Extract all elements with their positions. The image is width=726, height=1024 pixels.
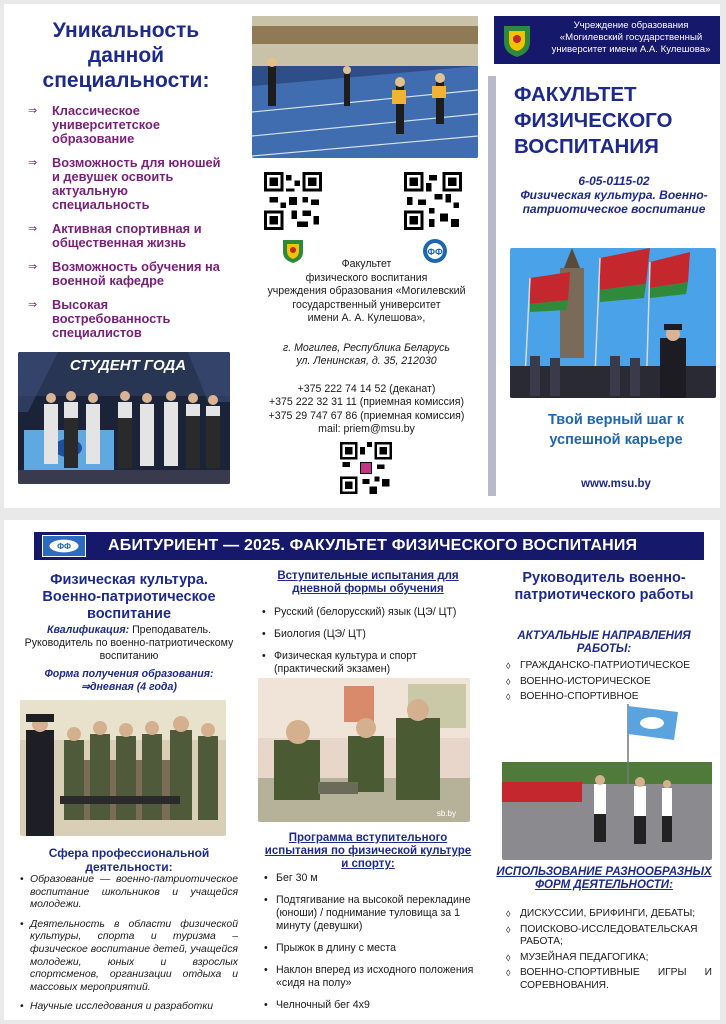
parade-photo <box>502 704 712 860</box>
institution-bar <box>494 16 720 64</box>
email-link[interactable]: mail: priem@msu.by <box>318 423 415 435</box>
professional-sphere-list <box>20 874 238 1021</box>
exam-item: • Биология (ЦЭ/ ЦТ) <box>262 628 474 641</box>
uniqueness-title: Уникальность данной специальности: <box>42 19 210 92</box>
form-item: ◊ МУЗЕЙНАЯ ПЕДАГОГИКА; <box>506 952 712 965</box>
military-training-photo <box>20 700 226 836</box>
direction-item: ◊ ГРАЖДАНСКО-ПАТРИОТИЧЕСКОЕ <box>506 660 712 673</box>
program-item: • Прыжок в длину с места <box>264 942 476 955</box>
qualification-value: Преподаватель. <box>129 624 212 636</box>
activity-forms-title: ИСПОЛЬЗОВАНИЕ РАЗНООБРАЗНЫХ ФОРМ ДЕЯТЕЛЬНОСТИ: <box>496 866 712 891</box>
entrance-exams-title: Вступительные испытания для дневной формы обучения <box>277 570 459 595</box>
phone-dean[interactable]: +375 222 74 14 52 (деканат) <box>297 382 436 395</box>
arrow-icon: ⇒ <box>28 105 38 117</box>
qr-code-icon[interactable] <box>264 172 322 230</box>
sphere-item: • Деятельность в области физической культуры, спорта и туризма – физическое воспитание детей, учащейся молодежи, юных и взрослых спортсменов, организации отдыха и массовых мероприятий. <box>20 919 238 995</box>
direction-item: ◊ ВОЕННО-ИСТОРИЧЕСКОЕ <box>506 676 712 689</box>
sphere-item: • Научные исследования и разработки <box>20 1001 238 1014</box>
student-of-year-photo <box>18 352 230 484</box>
career-title: Руководитель военно-патриотического работы <box>514 570 694 603</box>
exam-item: • Русский (белорусский) язык (ЦЭ/ ЦТ) <box>262 606 474 619</box>
form-item: ◊ ДИСКУССИИ, БРИФИНГИ, ДЕБАТЫ; <box>506 908 712 921</box>
advantages-list <box>28 104 228 350</box>
form-item: ◊ ВОЕННО-СПОРТИВНЫЕ ИГРЫ И СОРЕВНОВАНИЯ. <box>506 967 712 992</box>
program-item: • Наклон вперед из исходного положения «сидя на полу» <box>264 964 476 990</box>
brochure-front <box>4 4 720 508</box>
contacts-block <box>254 258 479 437</box>
exam-item: • Физическая культура и спорт (практический экзамен) <box>262 650 474 676</box>
address-city: г. Могилев, Республика Беларусь <box>282 341 451 354</box>
arrow-icon: ⇒ <box>28 157 38 169</box>
sphere-item: • Образование — военно-патриотическое воспитание школьников и учащейся молодежи. <box>20 874 238 912</box>
qr-code-icon[interactable] <box>340 442 392 494</box>
contacts-org: государственный университет <box>292 298 441 311</box>
qualification-extra: Руководитель по военно-патриотическому воспитанию <box>24 637 234 662</box>
svg-text:ФФ: ФФ <box>427 247 443 257</box>
cover-side-band <box>488 76 496 496</box>
exam-program-title: Программа вступительного испытания по физической культуре и спорту: <box>264 832 472 870</box>
program-title: Физическая культура. Военно-патриотическое воспитание <box>42 572 216 622</box>
advantage-item: ⇒ Высокая востребованность специалистов <box>28 297 171 340</box>
university-emblem-icon <box>500 24 534 58</box>
arrow-icon: ⇒ <box>28 223 38 235</box>
activity-forms-list <box>506 908 712 995</box>
contacts-org: Факультет <box>341 258 392 270</box>
qr-code-icon[interactable] <box>404 172 462 230</box>
directions-list <box>506 660 712 707</box>
athletics-photo <box>252 16 478 158</box>
directions-title: АКТУАЛЬНЫЕ НАПРАВЛЕНИЯ РАБОТЫ: <box>517 630 691 655</box>
first-aid-training-photo <box>258 678 470 822</box>
flags-ceremony-photo <box>510 248 716 398</box>
phone-admissions-mobile[interactable]: +375 29 747 67 86 (приемная комиссия) <box>268 409 465 422</box>
applicant-header-title: АБИТУРИЕНТ — 2025. ФАКУЛЬТЕТ ФИЗИЧЕСКОГО ВОСПИТАНИЯ <box>108 537 638 554</box>
advantage-item: ⇒ Классическое университетское образование <box>28 103 160 146</box>
faculty-logo-icon <box>42 535 86 557</box>
slogan: Твой верный шаг к успешной карьере <box>547 412 685 448</box>
faculty-title: ФАКУЛЬТЕТ ФИЗИЧЕСКОГО ВОСПИТАНИЯ <box>514 83 673 158</box>
contacts-org: учреждения образования «Могилевский <box>267 285 466 297</box>
brochure-back <box>4 520 720 1020</box>
phone-admissions[interactable]: +375 222 32 31 11 (приемная комиссия) <box>268 396 465 408</box>
applicant-header <box>34 532 704 560</box>
study-form-value: ⇒дневная (4 года) <box>81 681 177 693</box>
student-of-year-text: СТУДЕНТ ГОДА <box>69 357 187 374</box>
address-street: ул. Ленинская, д. 35, 212030 <box>296 355 437 367</box>
program-item: • Подтягивание на высокой перекладине (юноши) / поднимание туловища за 1 минуту (девушки) <box>264 894 476 933</box>
website-link[interactable]: www.msu.by <box>581 478 651 490</box>
specialty-name: Физическая культура. Военно-патриотическое воспитание <box>520 188 708 216</box>
study-form-block <box>22 668 236 694</box>
qualification-label: Квалификация: <box>46 624 130 636</box>
advantage-item: ⇒ Активная спортивная и общественная жизнь <box>28 221 202 250</box>
advantage-item: ⇒ Возможность для юношей и девушек освоить актуальную специальность <box>28 155 221 212</box>
advantage-item: ⇒ Возможность обучения на военной кафедре <box>28 259 220 288</box>
exam-program-list <box>264 872 476 1021</box>
arrow-icon: ⇒ <box>28 261 38 273</box>
specialty-code: 6-05-0115-02 <box>578 174 650 188</box>
direction-item: ◊ ВОЕННО-СПОРТИВНОЕ <box>506 691 712 704</box>
professional-sphere-title: Сфера профессиональной деятельности: <box>48 846 210 874</box>
contacts-org: физического воспитания <box>305 271 428 284</box>
program-item: • Челночный бег 4х9 <box>264 999 476 1012</box>
entrance-exams-list <box>262 606 474 685</box>
arrow-icon: ⇒ <box>28 299 38 311</box>
contacts-org: имени А. А. Кулешова», <box>307 312 426 324</box>
study-form-label: Форма получения образования: <box>44 668 214 680</box>
svg-text:ФФ: ФФ <box>57 542 71 552</box>
institution-name: Учреждение образования «Могилевский государственный университет имени А.А. Кулешова» <box>551 20 711 55</box>
form-item: ◊ ПОИСКОВО-ИССЛЕДОВАТЕЛЬСКАЯ РАБОТА; <box>506 924 712 949</box>
qualification-block <box>22 624 236 663</box>
specialty-block <box>514 174 714 216</box>
program-item: • Бег 30 м <box>264 872 476 885</box>
photo-watermark: sb.by <box>436 809 456 818</box>
